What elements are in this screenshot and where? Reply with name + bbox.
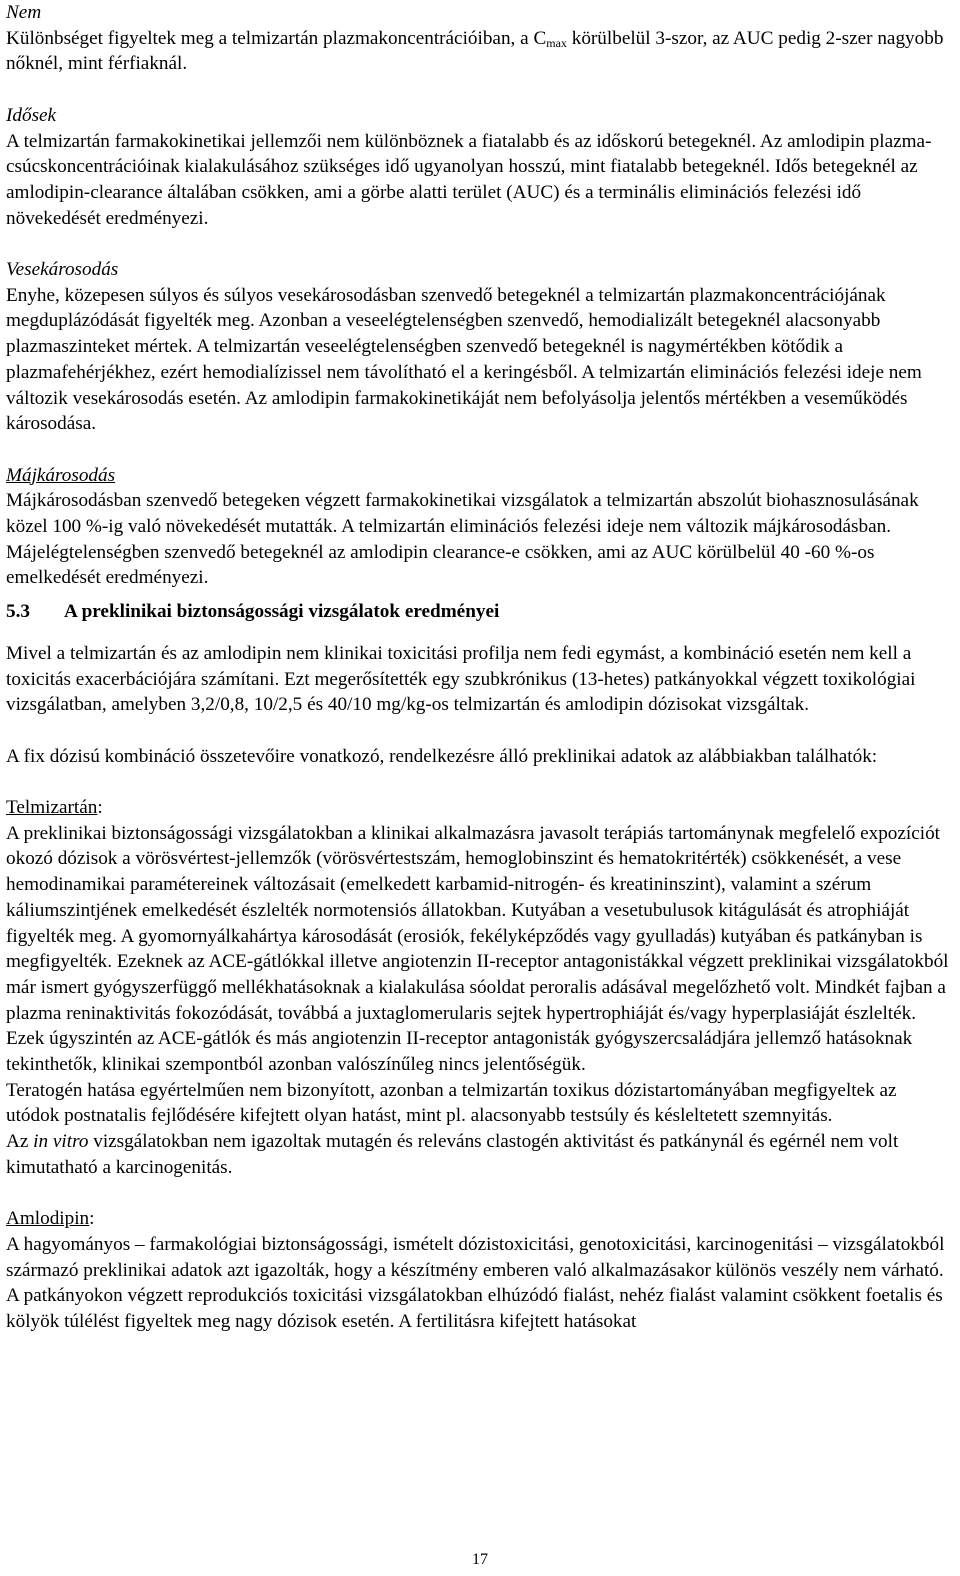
paragraph-preclinical-2: A fix dózisú kombináció összetevőire vonatkozó, rendelkezésre álló preklinikai adatok az alábbiakban találhatók: bbox=[6, 745, 878, 767]
spacer bbox=[6, 437, 954, 463]
spacer bbox=[6, 77, 954, 103]
heading-elderly: Idősek bbox=[6, 104, 57, 126]
section-title: A preklinikai biztonságossági vizsgálatok eredményei bbox=[64, 601, 500, 623]
paragraph-elderly: A telmizartán farmakokinetikai jellemzői nem különböznek a fiatalabb és az időskorú betegeknél. Az amlodipin plazma-csúcskoncentrációinak kialakulásához szükséges idő ugyanolyan hosszú, mint fiatalabb betegeknél. Idős betegeknél az amlodipin-clearance általában csökken, ami a görbe alatti terület (AUC) és a terminális eliminációs felezési idő növekedését eredményezi. bbox=[6, 130, 932, 229]
spacer bbox=[6, 231, 954, 257]
paragraph-amlodipine-1: A hagyományos – farmakológiai biztonságossági, ismételt dózistoxicitási, genotoxicitási, karcinogenitási – vizsgálatokból származó preklinikai adatok azt igazolták, hogy a készítmény emberen való alkalmazásakor különös veszély nem várható. bbox=[6, 1233, 945, 1281]
telmisartan-label: Telmizartán bbox=[6, 797, 98, 819]
telmisartan-p3-part2: vizsgálatokban nem igazoltak mutagén és releváns clastogén aktivitást és patkánynál és egérnél nem volt kimutatható a karcinogenitás. bbox=[6, 1131, 899, 1178]
telmisartan-colon: : bbox=[97, 797, 103, 819]
spacer bbox=[6, 1181, 954, 1207]
heading-hepatic-impairment: Májkárosodás bbox=[6, 464, 116, 486]
sex-text-part2: körülbelül 3-szor, az AUC pedig 2-szer nagyobb nőknél, mint férfiaknál. bbox=[6, 27, 944, 75]
sex-text-part1: Különbséget figyeltek meg a telmizartán plazmakoncentrációiban, a C bbox=[6, 27, 547, 49]
paragraph-sex bbox=[6, 26, 954, 77]
paragraph-telmisartan-3 bbox=[6, 1129, 954, 1180]
in-vitro-italic: in vitro bbox=[33, 1131, 89, 1153]
paragraph-telmisartan-1: A preklinikai biztonságossági vizsgálatokban a klinikai alkalmazásra javasolt terápiás tartománynak megfelelő expozíciót okozó dózisok a vörösvértest-jellemzők (vörösvértestszám, hemoglobinszint és hematokritérték) csökkenését, a vese hemodinamikai paramétereinek változásait (emelkedett karbamid-nitrogén- és kreatininszint), valamint a szérum káliumszintjének emelkedését észlelték normotensiós állatokban. Kutyában a vesetubulusok kitágulását és atrophiáját figyelték meg. A gyomornyálkahártya károsodását (erosiók, fekélyképződés vagy gyulladás) kutyában és patkányban is megfigyelték. Ezeknek az ACE-gátlókkal illetve angiotenzin II-receptor antagonistákkal végzett preklinikai vizsgálatokból már ismert gyógyszerfüggő mellékhatásoknak a kialakulása sóoldat peroralis adásával megelőzhető volt. Mindkét fajban a plazma reninaktivitás fokozódását, továbbá a juxtaglomerularis sejtek hypertrophiáját és/vagy hyperplasiáját észlelték. Ezek úgyszintén az ACE-gátlók és más angiotenzin II-receptor antagonisták gyógyszercsaládjára jellemző hatásoknak tekinthetők, klinikai szempontból azonban valószínűleg nincs jelentőségük. bbox=[6, 822, 949, 1076]
amlodipine-colon: : bbox=[89, 1208, 95, 1230]
telmisartan-p3-part1: Az bbox=[6, 1131, 34, 1153]
paragraph-amlodipine-2: A patkányokon végzett reprodukciós toxicitási vizsgálatokban elhúzódó fialást, nehéz fialást valamint csökkent foetalis és kölyök túlélést figyeltek meg nagy dózisok esetén. A fertilitásra kifejtett hatásokat bbox=[6, 1285, 943, 1333]
paragraph-hepatic-impairment: Májkárosodásban szenvedő betegeken végzett farmakokinetikai vizsgálatok a telmizartán abszolút biohasznosulásának közel 100 %-ig való növekedését mutatták. A telmizartán eliminációs felezési ideje nem változik májkárosodásban. Májelégtelenségben szenvedő betegeknél az amlodipin clearance-e csökken, ami az AUC körülbelül 40 -60 %-os emelkedését eredményezi. bbox=[6, 490, 919, 589]
subheading-amlodipine bbox=[6, 1206, 954, 1232]
section-number: 5.3 bbox=[6, 601, 30, 623]
spacer bbox=[6, 718, 954, 744]
spacer bbox=[6, 769, 954, 795]
amlodipine-label: Amlodipin bbox=[6, 1208, 90, 1230]
paragraph-telmisartan-2: Teratogén hatása egyértelműen nem bizonyított, azonban a telmizartán toxikus dózistartományában megfigyeltek az utódok postnatalis fejlődésére kifejtett olyan hatást, mint pl. alacsonyabb testsúly és késleltetett szemnyitás. bbox=[6, 1079, 897, 1127]
section-heading-preclinical bbox=[6, 599, 954, 625]
subheading-telmisartan bbox=[6, 795, 954, 821]
page-number: 17 bbox=[472, 1551, 488, 1568]
cmax-subscript: max bbox=[546, 35, 567, 50]
heading-sex: Nem bbox=[6, 2, 42, 23]
document-page bbox=[6, 0, 954, 1335]
heading-renal-impairment: Vesekárosodás bbox=[6, 259, 119, 280]
paragraph-renal-impairment: Enyhe, közepesen súlyos és súlyos vesekárosodásban szenvedő betegeknél a telmizartán plazmakoncentrációjának megduplázódását figyelték meg. Azonban a veseelégtelenségben szenvedő, hemodializált betegeknél alacsonyabb plazmaszinteket mértek. A telmizartán veseelégtelenségben szenvedő betegeknél is nagymértékben kötődik a plazmafehérjékhez, ezért hemodialízissel nem távolítható el a keringésből. A telmizartán eliminációs felezési ideje nem változik vesekárosodás esetén. Az amlodipin farmakokinetikáját nem befolyásolja jelentős mértékben a veseműködés károsodása. bbox=[6, 284, 922, 435]
paragraph-preclinical-1: Mivel a telmizartán és az amlodipin nem klinikai toxicitási profilja nem fedi egymást, a kombináció esetén nem kell a toxicitás exacerbációjára számítani. Ezt megerősítették egy szubkrónikus (13-hetes) patkányokkal végzett toxikológiai vizsgálatban, amelyben 3,2/0,8, 10/2,5 és 40/10 mg/kg-os telmizartán és amlodipin dózisokat vizsgáltak. bbox=[6, 642, 916, 716]
